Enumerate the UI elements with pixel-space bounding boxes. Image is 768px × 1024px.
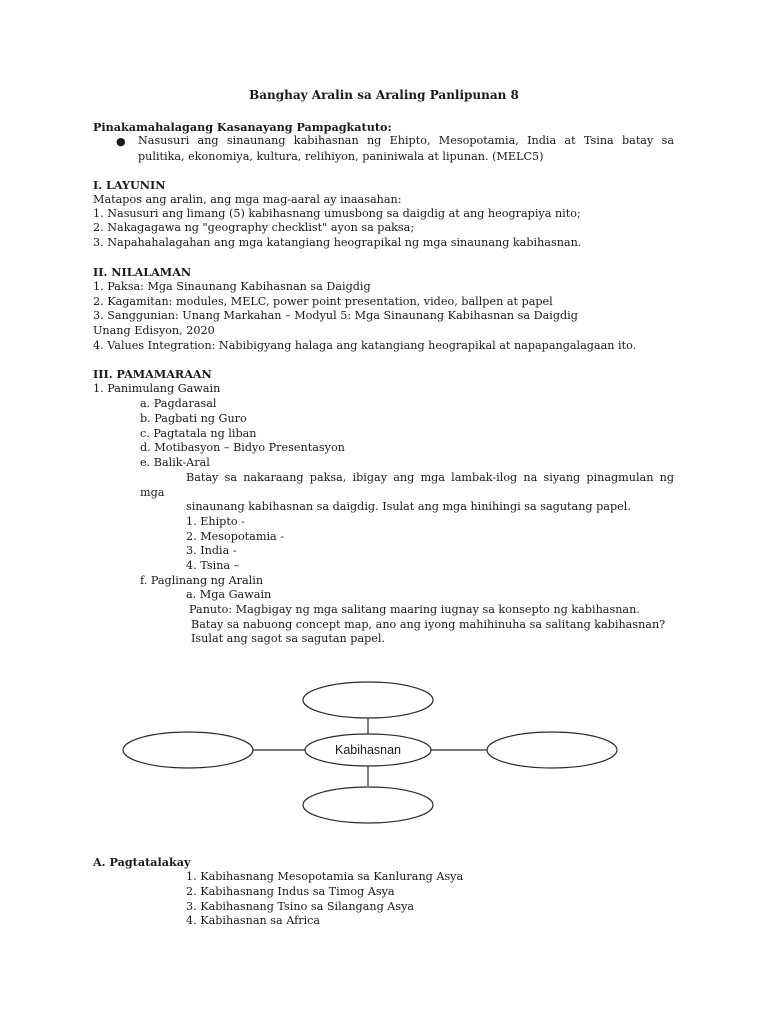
balik-aral-line-1: Batay sa nakaraang paksa, ibigay ang mga lambak-ilog na siyang pinagmulan ng [186, 471, 674, 484]
pamamaraan-heading: III. PAMAMARAAN [93, 367, 212, 381]
answer-mesopotamia: 2. Mesopotamia - [186, 530, 285, 543]
nilalaman-item-3: 3. Sanggunian: Unang Markahan – Modyul 5: Mga Sinaunang Kabihasnan sa Daigdig [93, 309, 578, 322]
pagtatalakay-heading: A. Pagtatalakay [93, 855, 191, 869]
concept-node-top [303, 682, 433, 718]
pagtatalakay-item-4: 4. Kabihasnan sa Africa [186, 914, 321, 927]
pagtatalakay-item-3: 3. Kabihasnang Tsino sa Silangang Asya [186, 900, 415, 913]
panimulang-gawain: 1. Panimulang Gawain [93, 382, 221, 395]
concept-map [0, 670, 768, 840]
melc-line-1: Nasusuri ang sinaunang kabihasnan ng Ehipto, Mesopotamia, India at Tsina batay sa [138, 134, 674, 147]
step-motibasyon: d. Motibasyon – Bidyo Presentasyon [140, 441, 345, 454]
answer-india: 3. India - [186, 544, 237, 557]
pagtatalakay-item-2: 2. Kabihasnang Indus sa Timog Asya [186, 885, 395, 898]
layunin-intro: Matapos ang aralin, ang mga mag-aaral ay inaasahan: [93, 193, 402, 206]
step-pagtatala: c. Pagtatala ng liban [140, 427, 257, 440]
nilalaman-item-1: 1. Paksa: Mga Sinaunang Kabihasnan sa Daigdig [93, 280, 371, 293]
layunin-item-3: 3. Napahahalagahan ang mga katangiang heograpikal ng mga sinaunang kabihasnan. [93, 236, 582, 249]
step-pagdarasal: a. Pagdarasal [140, 397, 217, 410]
balik-aral-line-1-wrap: mga [140, 486, 165, 499]
layunin-item-2: 2. Nakagagawa ng "geography checklist" ayon sa paksa; [93, 221, 415, 234]
answer-tsina: 4. Tsina – [186, 559, 240, 572]
panuto-line-2: Batay sa nabuong concept map, ano ang iyong mahihinuha sa salitang kabihasnan? [191, 618, 666, 631]
mga-gawain: a. Mga Gawain [186, 588, 272, 601]
balik-aral-line-2: sinaunang kabihasnan sa daigdig. Isulat ang mga hinihingi sa sagutang papel. [186, 500, 631, 513]
pagtatalakay-item-1: 1. Kabihasnang Mesopotamia sa Kanlurang Asya [186, 870, 464, 883]
layunin-item-1: 1. Nasusuri ang limang (5) kabihasnang umusbong sa daigdig at ang heograpiya nito; [93, 207, 581, 220]
nilalaman-item-2: 2. Kagamitan: modules, MELC, power point presentation, video, ballpen at papel [93, 295, 553, 308]
step-pagbati: b. Pagbati ng Guro [140, 412, 247, 425]
melc-line-2: pulitika, ekonomiya, kultura, relihiyon, paniniwala at lipunan. (MELC5) [138, 150, 544, 163]
concept-node-right [487, 732, 617, 768]
panuto-line-1: Panuto: Magbigay ng mga salitang maaring iugnay sa konsepto ng kabihasnan. [189, 603, 640, 616]
document-title: Banghay Aralin sa Araling Panlipunan 8 [249, 88, 519, 102]
nilalaman-heading: II. NILALAMAN [93, 265, 192, 279]
paglinang-aralin: f. Paglinang ng Aralin [140, 574, 264, 587]
answer-ehipto: 1. Ehipto - [186, 515, 245, 528]
concept-node-left [123, 732, 253, 768]
panuto-line-3: Isulat ang sagot sa sagutan papel. [191, 632, 386, 645]
nilalaman-item-3-edition: Unang Edisyon, 2020 [93, 324, 215, 337]
concept-node-bottom [303, 787, 433, 823]
nilalaman-item-4: 4. Values Integration: Nabibigyang halaga ang katangiang heograpikal at napapangalagaan ito. [93, 339, 637, 352]
layunin-heading: I. LAYUNIN [93, 178, 166, 192]
bullet-icon: ● [116, 135, 126, 148]
concept-center-label: Kabihasnan [334, 743, 402, 757]
melc-heading: Pinakamahalagang Kasanayang Pampagkatuto: [93, 120, 392, 134]
step-balik-aral: e. Balik-Aral [140, 456, 210, 469]
